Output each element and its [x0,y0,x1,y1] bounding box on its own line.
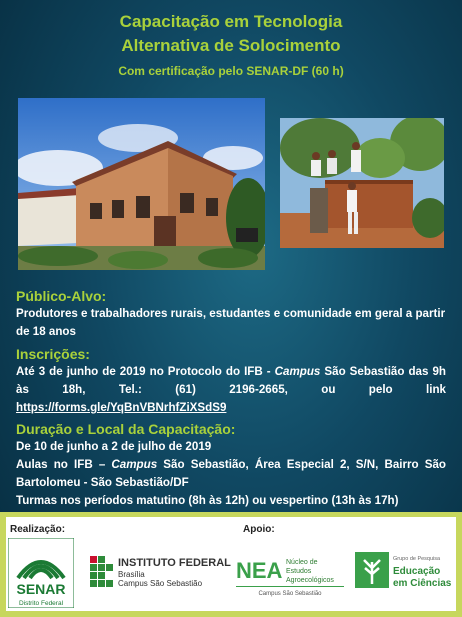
certification-subtitle: Com certificação pelo SENAR-DF (60 h) [118,64,344,78]
title-line-2: Alternativa de Solocimento [121,36,341,55]
duration-location-heading: Duração e Local da Capacitação: [16,421,236,437]
svg-text:Campus São Sebastião: Campus São Sebastião [258,591,322,597]
support-label: Apoio: [243,524,275,535]
svg-text:Campus São Sebastião: Campus São Sebastião [118,579,203,588]
construction-photo [280,118,444,248]
registration-heading: Inscrições: [16,346,90,362]
title-line-1: Capacitação em Tecnologia [119,12,343,31]
svg-text:NEA: NEA [236,558,283,583]
svg-text:Educação: Educação [393,566,441,577]
campus-word: Campus [274,365,321,378]
target-audience-text: Produtores e trabalhadores rurais, estudantes e comunidade em geral a partir de 18 anos [16,307,446,338]
svg-text:Distrito Federal: Distrito Federal [18,600,64,607]
registration-text: Até 3 de junho de 2019 no Protocolo do IFB - Campus São Sebastião das 9h às 18h, Tel.: (61) 2196-2665, ou pelo link https://forms.gle/YqBnVBNrhfZiXSdS9 [16,365,446,414]
svg-text:Estudos: Estudos [286,568,312,575]
organizer-label: Realização: [10,524,66,535]
svg-text:Agroecológicos: Agroecológicos [286,577,334,584]
svg-text:Brasília: Brasília [118,570,145,579]
svg-text:Núcleo de: Núcleo de [286,559,318,566]
svg-text:INSTITUTO FEDERAL: INSTITUTO FEDERAL [118,557,231,569]
svg-text:Grupo de Pesquisa: Grupo de Pesquisa [393,556,441,562]
course-dates: De 10 de junho a 2 de julho de 2019 [16,440,212,453]
building-photo [18,98,265,270]
registration-link[interactable]: https://forms.gle/YqBnVBNrhfZiXSdS9 [16,401,227,414]
course-location: Aulas no IFB – Campus São Sebastião, Área Especial 2, S/N, Bairro São Bartolomeu - São Sebastião/DF [16,458,446,489]
target-audience-heading: Público-Alvo: [16,288,107,304]
svg-text:em Ciências: em Ciências [393,578,452,589]
svg-text:SENAR: SENAR [16,581,66,597]
footer-border [0,512,462,617]
course-schedule: Turmas nos períodos matutino (8h às 12h) ou vespertino (13h às 17h) [16,494,399,507]
